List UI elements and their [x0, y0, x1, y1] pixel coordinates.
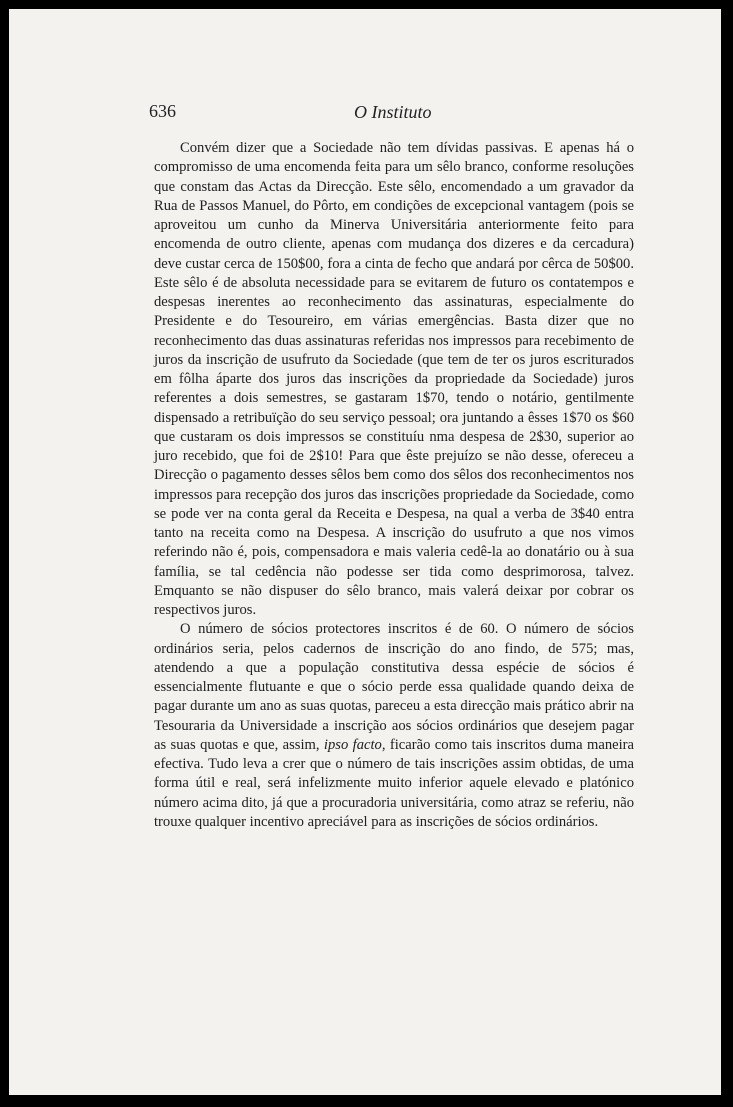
running-title: O Instituto	[354, 102, 432, 122]
paragraph-2-italic-phrase: ipso facto	[323, 736, 382, 753]
page-number: 636	[149, 101, 176, 121]
page-header	[149, 101, 637, 127]
book-page	[9, 9, 721, 1095]
paragraph-2-text-a: O número de sócios protectores inscritos é de 60. O número de sócios ordinários seria, pelos cadernos de inscrição do ano findo, de 575; mas, atendendo a que a população constitutiva dessa espécie de sócios é essencialmente flutuante e que o sócio perde essa qualidade quando deixa de pagar durante um ano as suas quotas, pareceu a esta direcção mais prático abrir na Tesouraria da Universidade a inscrição aos sócios ordinários que desejem pagar as suas quotas e que, assim,	[154, 621, 634, 753]
paragraph-2	[154, 620, 634, 832]
body-text	[154, 139, 634, 832]
paragraph-1-text: Convém dizer que a Sociedade não tem dívidas passivas. E apenas há o compromisso de uma encomenda feita para um sêlo branco, conforme resoluções que constam das Actas da Direcção. Este sêlo, encomendado a um gravador da Rua de Passos Manuel, do Pôrto, em condições de excepcional vantagem (pois se aproveitou um cunho da Minerva Universitária anteriormente feito para encomenda de outro cliente, apenas com mudança dos dizeres e da cercadura) deve custar cerca de 150$00, fora a cinta de fecho que andará por cêrca de 50$00. Este sêlo é de absoluta necessidade para se evitarem de futuro os contatempos e despesas inerentes ao reconhecimento das assinaturas, especialmente do Presidente e do Tesoureiro, em várias emergências. Basta dizer que no reconhecimento das duas assinaturas referidas nos impressos para recebimento de juros da inscrição de usufruto da Sociedade (que tem de ter os juros escriturados em fôlha áparte dos juros das inscrições da propriedade da Sociedade) juros referentes a dois semestres, se gastaram 1$70, tendo o notário, gentilmente dispensado a retribuïção do seu serviço pessoal; ora juntando a êsses 1$70 os $60 que custaram os dois impressos se constituíu nma despesa de 2$30, superior ao juro recebido, que foi de 2$10! Para que êste prejuízo se não desse, ofereceu a Direcção o pagamento desses sêlos bem como dos sêlos dos reconhecimentos nos impressos para recepção dos juros das inscrições propriedade da Sociedade, como se pode ver na conta geral da Receita e Despesa, na qual a verba de 3$40 entra tanto na receita como na Despesa. A inscrição do usufruto a que nos vimos referindo não é, pois, compensadora e mais valeria cedê-la ao donatário ou à sua família, se tal cedência não podesse ser tida como desprimorosa, talvez. Emquanto se não dispuser do sêlo branco, mais valerá deixar por cobrar os respectivos juros.	[154, 140, 634, 618]
paragraph-2-text-b: , ficarão como tais inscritos duma maneira efectiva. Tudo leva a crer que o número de tais inscrições assim obtidas, de uma forma útil e real, será infelizmente muito inferior aquele elevado e platónico número acima dito, já que a procuradoria universitária, como atraz se referiu, não trouxe qualquer incentivo apreciável para as inscrições de sócios ordinários.	[154, 736, 634, 830]
paragraph-1	[154, 139, 634, 620]
